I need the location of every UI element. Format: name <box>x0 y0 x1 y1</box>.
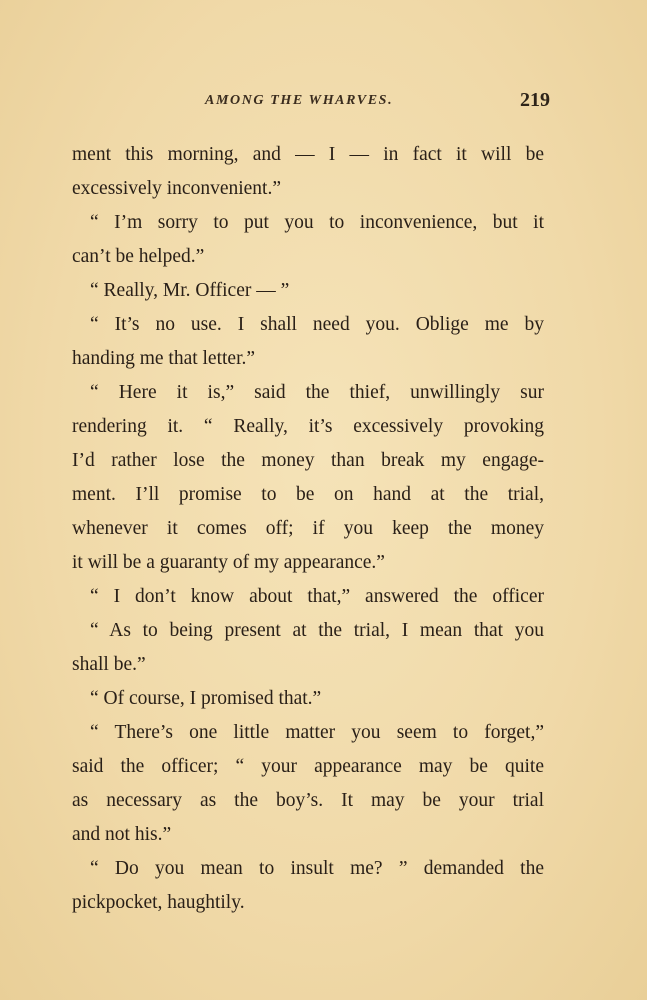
text-line: “ As to being present at the trial, I mean that you <box>90 620 544 641</box>
text-line: ment. I’ll promise to be on hand at the trial, <box>72 484 544 505</box>
text-line: “ Really, Mr. Officer — ” <box>90 280 290 301</box>
text-line: pickpocket, haughtily. <box>72 892 245 913</box>
text-line: as necessary as the boy’s. It may be your trial <box>72 790 544 811</box>
running-head: AMONG THE WHARVES. <box>205 93 394 108</box>
text-line: shall be.” <box>72 654 146 675</box>
text-line: “ I’m sorry to put you to inconvenience, but it <box>90 212 544 233</box>
text-line: and not his.” <box>72 824 172 845</box>
text-line: it will be a guaranty of my appearance.” <box>72 552 385 573</box>
text-line: I’d rather lose the money than break my engage- <box>72 450 544 471</box>
text-line: “ Here it is,” said the thief, unwillingly sur <box>90 382 544 403</box>
text-line: excessively inconvenient.” <box>72 178 282 199</box>
text-line: “ I don’t know about that,” answered the officer <box>90 586 544 607</box>
body-text <box>72 138 544 920</box>
text-line: can’t be helped.” <box>72 246 205 267</box>
text-line: handing me that letter.” <box>72 348 256 369</box>
text-line: whenever it comes off; if you keep the money <box>72 518 544 539</box>
text-line: said the officer; “ your appearance may be quite <box>72 756 544 777</box>
text-line: “ It’s no use. I shall need you. Oblige me by <box>90 314 544 335</box>
page-number: 219 <box>520 89 550 111</box>
text-line: “ Of course, I promised that.” <box>90 688 322 709</box>
text-line: ment this morning, and — I — in fact it will be <box>72 144 544 165</box>
text-line: rendering it. “ Really, it’s excessively provoking <box>72 416 544 437</box>
text-line: “ Do you mean to insult me? ” demanded the <box>90 858 544 879</box>
text-line: “ There’s one little matter you seem to forget,” <box>90 722 544 743</box>
